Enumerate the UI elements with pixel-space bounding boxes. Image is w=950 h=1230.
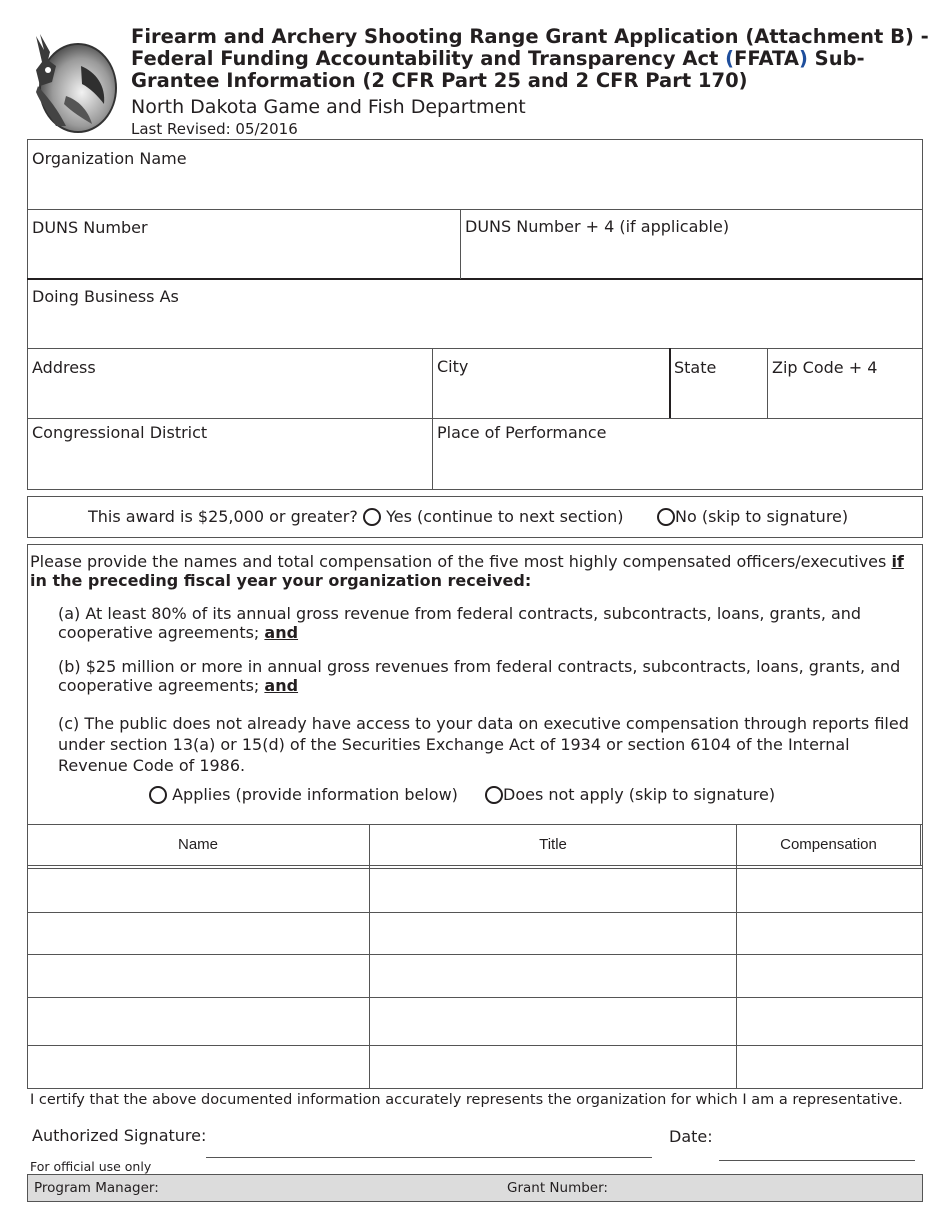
date-line[interactable] — [719, 1160, 915, 1161]
page-title: Firearm and Archery Shooting Range Grant Application (Attachment B) - Federal Funding Accountability and Transparency Act (FFATA) Sub-Grantee Information (2 CFR Part 25 and 2 CFR Part 170) — [131, 25, 929, 92]
organization-name-field[interactable]: Organization Name — [32, 149, 187, 168]
date-label: Date: — [669, 1127, 713, 1146]
last-revised: Last Revised: 05/2016 — [131, 120, 298, 138]
table-row[interactable] — [28, 1046, 922, 1088]
award-yes-option[interactable]: Yes (continue to next section) — [363, 507, 623, 526]
department-logo — [26, 26, 121, 136]
zip-field[interactable]: Zip Code + 4 — [772, 358, 878, 377]
doing-business-as-field[interactable]: Doing Business As — [32, 287, 179, 306]
table-row[interactable] — [28, 869, 922, 912]
criterion-b: (b) $25 million or more in annual gross revenues from federal contracts, subcontracts, loans, grants, and cooperative agreements; and — [58, 657, 901, 695]
compensation-intro: Please provide the names and total compensation of the five most highly compensated officers/executives if in the preceding fiscal year your organization received: — [30, 552, 904, 590]
criterion-c: (c) The public does not already have access to your data on executive compensation through reports filed under section 13(a) or 15(d) of the Securities Exchange Act of 1934 or section 6104 of the Internal Revenue Code of 1986. — [58, 714, 909, 775]
applies-option[interactable]: Applies (provide information below) — [149, 785, 458, 804]
place-of-performance-field[interactable]: Place of Performance — [437, 423, 607, 442]
yes-radio[interactable] — [363, 508, 381, 526]
not-apply-option[interactable]: Does not apply (skip to signature) — [485, 785, 775, 804]
signature-line[interactable] — [206, 1157, 652, 1158]
authorized-signature-label: Authorized Signature: — [32, 1126, 207, 1145]
city-field[interactable]: City — [437, 357, 469, 376]
award-no-option[interactable]: No (skip to signature) — [657, 507, 848, 526]
department-name: North Dakota Game and Fish Department — [131, 96, 526, 118]
grant-number-label: Grant Number: — [507, 1180, 608, 1196]
state-field[interactable]: State — [674, 358, 717, 377]
column-header-title: Title — [539, 836, 567, 853]
table-row[interactable] — [28, 913, 922, 954]
table-row[interactable] — [28, 955, 922, 997]
criterion-a: (a) At least 80% of its annual gross revenue from federal contracts, subcontracts, loans, grants, and cooperative agreements; and — [58, 604, 862, 642]
congressional-district-field[interactable]: Congressional District — [32, 423, 208, 442]
address-field[interactable]: Address — [32, 358, 96, 377]
program-manager-label: Program Manager: — [34, 1180, 159, 1196]
duns-number-field[interactable]: DUNS Number — [32, 218, 148, 237]
official-use-note: For official use only — [30, 1159, 152, 1174]
no-radio[interactable] — [657, 508, 675, 526]
official-use-bar — [27, 1174, 923, 1202]
duns-plus4-field[interactable]: DUNS Number + 4 (if applicable) — [465, 217, 730, 236]
column-header-name: Name — [177, 836, 218, 853]
award-question: This award is $25,000 or greater? — [88, 507, 358, 526]
table-row[interactable] — [28, 998, 922, 1045]
not-apply-radio[interactable] — [485, 786, 503, 804]
certification-statement: I certify that the above documented information accurately represents the organization for which I am a representative. — [30, 1092, 903, 1108]
column-header-compensation: Compensation — [780, 836, 877, 853]
applies-radio[interactable] — [149, 786, 167, 804]
